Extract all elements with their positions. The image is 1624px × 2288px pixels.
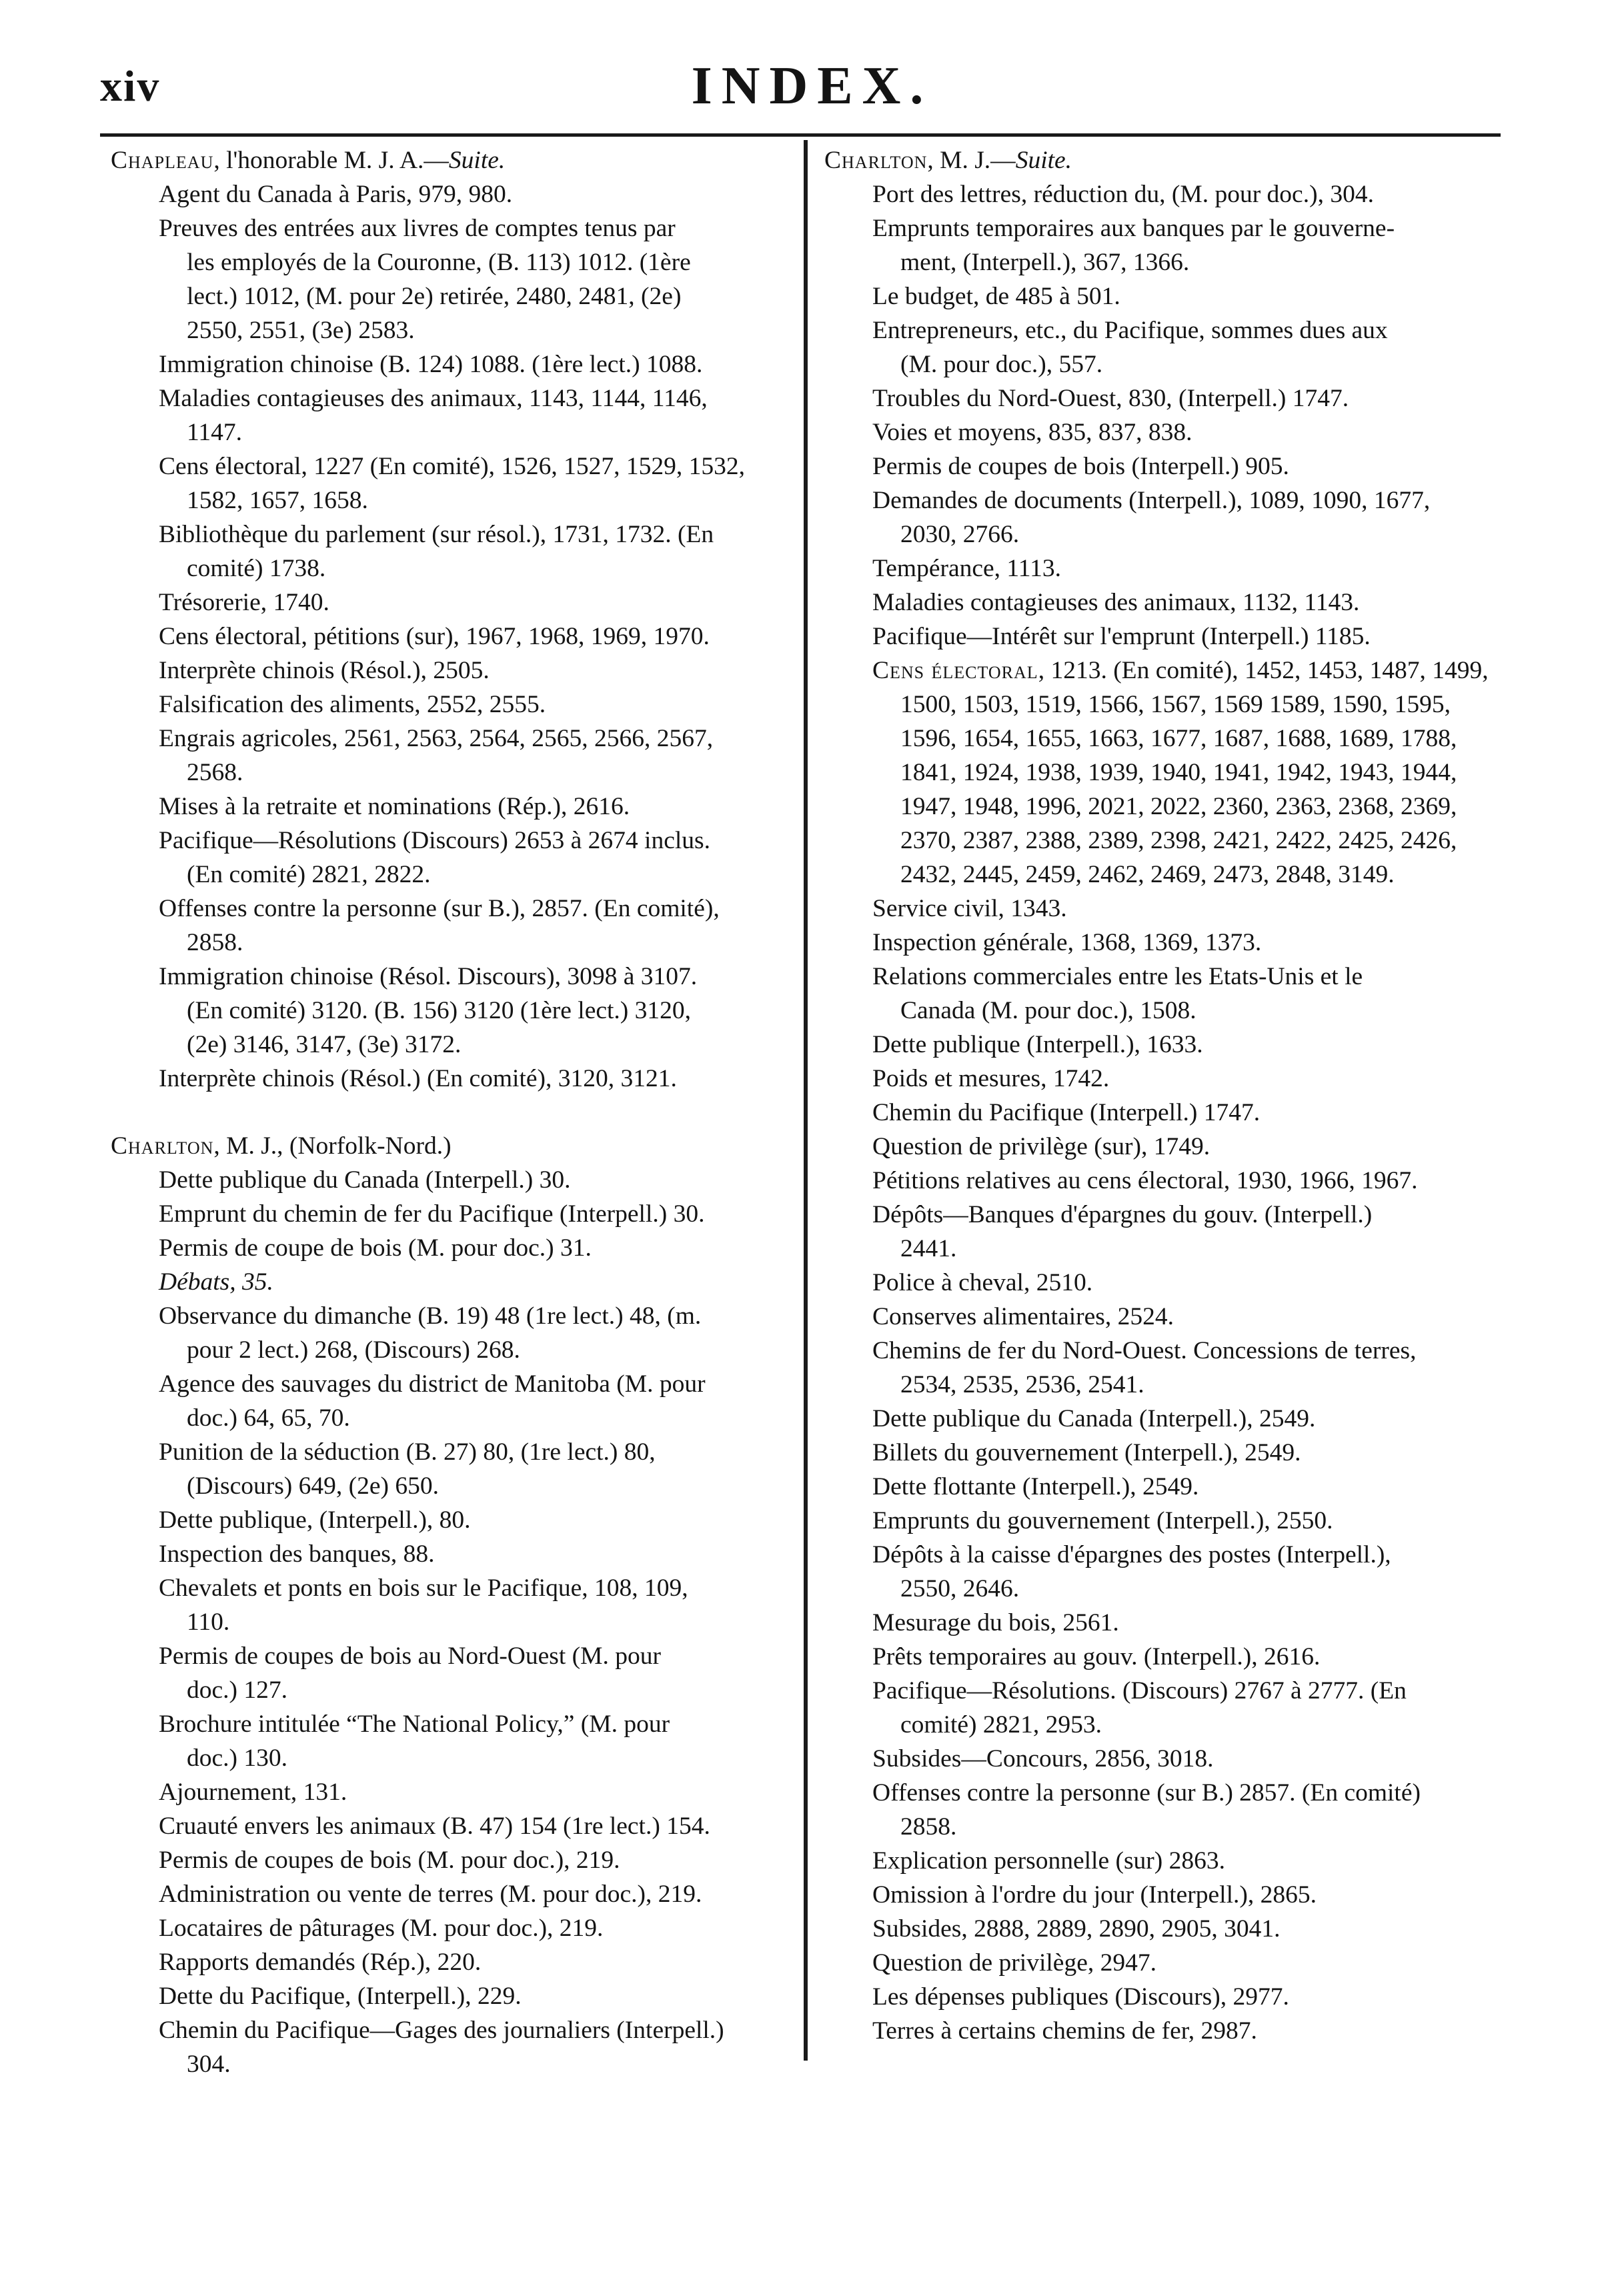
index-entry: Service civil, 1343.	[872, 895, 1067, 922]
index-entry-continuation: 2432, 2445, 2459, 2462, 2469, 2473, 2848, 3149.	[900, 861, 1395, 888]
page-title: INDEX.	[691, 57, 933, 115]
index-entry: Dépôts à la caisse d'épargnes des postes (Interpell.),	[872, 1541, 1391, 1568]
index-entry: Chevalets et ponts en bois sur le Pacifique, 108, 109,	[159, 1574, 688, 1602]
index-entry: Omission à l'ordre du jour (Interpell.), 2865.	[872, 1881, 1317, 1909]
index-entry: Pacifique—Intérêt sur l'emprunt (Interpell.) 1185.	[872, 623, 1371, 650]
index-entry-continuation: 2568.	[187, 759, 243, 786]
index-entry: Interprète chinois (Résol.) (En comité), 3120, 3121.	[159, 1065, 677, 1092]
index-heading	[105, 143, 799, 177]
index-entry: Punition de la séduction (B. 27) 80, (1re lect.) 80,	[159, 1438, 656, 1466]
index-entry: Terres à certains chemins de fer, 2987.	[872, 2017, 1257, 2045]
index-entry: Dépôts—Banques d'épargnes du gouv. (Interpell.)	[872, 1201, 1373, 1228]
index-entry: Cens électoral, 1227 (En comité), 1526, 1527, 1529, 1532,	[159, 453, 745, 480]
page-header	[0, 0, 1624, 153]
index-entry-continuation: 1500, 1503, 1519, 1566, 1567, 1569 1589, 1590, 1595,	[900, 691, 1451, 718]
index-entry: Dette publique (Interpell.), 1633.	[872, 1031, 1203, 1058]
index-entry: Relations commerciales entre les Etats-Unis et le	[872, 963, 1363, 990]
entry-subject: Cens électoral	[872, 657, 1038, 684]
index-entry: Observance du dimanche (B. 19) 48 (1re lect.) 48, (m.	[159, 1302, 702, 1330]
index-entry: Offenses contre la personne (sur B.) 2857. (En comité)	[872, 1779, 1421, 1807]
index-entry: Permis de coupes de bois (Interpell.) 905.	[872, 453, 1289, 480]
index-entry-continuation: 2858.	[187, 929, 243, 956]
heading-detail: , l'honorable M. J. A.—	[213, 147, 449, 174]
index-entry-continuation: ment, (Interpell.), 367, 1366.	[900, 249, 1190, 276]
index-entry: Permis de coupes de bois (M. pour doc.), 219.	[159, 1847, 620, 1874]
index-entry: Troubles du Nord-Ouest, 830, (Interpell.) 1747.	[872, 385, 1349, 412]
heading-detail: , M. J., (Norfolk-Nord.)	[213, 1132, 452, 1160]
index-entry: Le budget, de 485 à 501.	[872, 283, 1120, 310]
index-column-right	[819, 143, 1513, 2048]
index-entry	[819, 654, 1513, 688]
index-entry-continuation: (Discours) 649, (2e) 650.	[187, 1472, 440, 1500]
index-entry: Les dépenses publiques (Discours), 2977.	[872, 1983, 1289, 2011]
index-entry: Débats, 35.	[159, 1268, 273, 1296]
index-entry: Demandes de documents (Interpell.), 1089, 1090, 1677,	[872, 487, 1431, 514]
index-entry-continuation: 1947, 1948, 1996, 2021, 2022, 2360, 2363, 2368, 2369,	[900, 793, 1457, 820]
index-entry: Mises à la retraite et nominations (Rép.), 2616.	[159, 793, 630, 820]
header-rule	[100, 133, 1501, 137]
index-entry-continuation: 110.	[187, 1608, 230, 1636]
index-entry-continuation: 2550, 2646.	[900, 1575, 1020, 1602]
index-entry-continuation: pour 2 lect.) 268, (Discours) 268.	[187, 1336, 520, 1364]
heading-detail: , M. J.—	[927, 147, 1016, 174]
index-entry: Pacifique—Résolutions (Discours) 2653 à 2674 inclus.	[159, 827, 710, 854]
heading-name: Chapleau	[111, 147, 214, 174]
index-entry: Dette publique du Canada (Interpell.), 2549.	[872, 1405, 1316, 1432]
index-entry: Prêts temporaires au gouv. (Interpell.), 2616.	[872, 1643, 1321, 1670]
index-heading	[105, 1129, 799, 1163]
index-entry: Entrepreneurs, etc., du Pacifique, sommes dues aux	[872, 317, 1388, 344]
entry-pages: , 1213. (En comité), 1452, 1453, 1487, 1499,	[1038, 657, 1489, 684]
index-entry-continuation: (2e) 3146, 3147, (3e) 3172.	[187, 1031, 462, 1058]
index-column-left	[105, 143, 799, 2081]
index-entry-continuation: 304.	[187, 2051, 231, 2078]
index-entry: Engrais agricoles, 2561, 2563, 2564, 2565, 2566, 2567,	[159, 725, 714, 752]
index-entry-continuation: doc.) 130.	[187, 1745, 288, 1772]
index-entry: Preuves des entrées aux livres de comptes tenus par	[159, 215, 676, 242]
index-entry: Mesurage du bois, 2561.	[872, 1609, 1119, 1636]
index-entry: Cens électoral, pétitions (sur), 1967, 1968, 1969, 1970.	[159, 623, 710, 650]
index-entry: Trésorerie, 1740.	[159, 589, 329, 616]
index-entry: Chemin du Pacifique (Interpell.) 1747.	[872, 1099, 1261, 1126]
index-entry: Cruauté envers les animaux (B. 47) 154 (1re lect.) 154.	[159, 1813, 710, 1840]
index-entry: Emprunt du chemin de fer du Pacifique (Interpell.) 30.	[159, 1200, 705, 1228]
index-entry-continuation: 2370, 2387, 2388, 2389, 2398, 2421, 2422, 2425, 2426,	[900, 827, 1457, 854]
index-entry-continuation: 2550, 2551, (3e) 2583.	[187, 317, 415, 344]
index-entry: Agence des sauvages du district de Manitoba (M. pour	[159, 1370, 706, 1398]
heading-suffix: Suite.	[1015, 147, 1072, 174]
page-number: xiv	[100, 62, 161, 111]
index-entry: Question de privilège (sur), 1749.	[872, 1133, 1210, 1160]
index-entry: Maladies contagieuses des animaux, 1143, 1144, 1146,	[159, 385, 708, 412]
index-entry-continuation: lect.) 1012, (M. pour 2e) retirée, 2480, 2481, (2e)	[187, 283, 682, 310]
index-entry-continuation: (M. pour doc.), 557.	[900, 351, 1103, 378]
index-entry: Port des lettres, réduction du, (M. pour doc.), 304.	[872, 181, 1374, 208]
index-entry: Dette du Pacifique, (Interpell.), 229.	[159, 1983, 522, 2010]
index-entry-continuation: (En comité) 3120. (B. 156) 3120 (1ère lect.) 3120,	[187, 997, 692, 1024]
index-entry: Inspection des banques, 88.	[159, 1540, 435, 1568]
heading-name: Charlton	[111, 1132, 214, 1160]
index-entry-continuation: doc.) 64, 65, 70.	[187, 1404, 350, 1432]
index-entry-continuation: comité) 1738.	[187, 555, 326, 582]
index-entry-continuation: 1147.	[187, 419, 242, 446]
index-entry: Police à cheval, 2510.	[872, 1269, 1093, 1296]
index-entry-continuation: (En comité) 2821, 2822.	[187, 861, 431, 888]
index-entry: Immigration chinoise (Résol. Discours), 3098 à 3107.	[159, 963, 698, 990]
index-entry: Dette flottante (Interpell.), 2549.	[872, 1473, 1199, 1500]
index-entry: Subsides—Concours, 2856, 3018.	[872, 1745, 1214, 1773]
column-divider	[804, 140, 808, 2061]
index-entry: Dette publique, (Interpell.), 80.	[159, 1506, 471, 1534]
index-entry: Administration ou vente de terres (M. pour doc.), 219.	[159, 1881, 702, 1908]
index-entry: Bibliothèque du parlement (sur résol.), 1731, 1732. (En	[159, 521, 714, 548]
index-entry-continuation: 2030, 2766.	[900, 521, 1020, 548]
index-entry: Permis de coupe de bois (M. pour doc.) 31.	[159, 1234, 592, 1262]
index-entry: Poids et mesures, 1742.	[872, 1065, 1110, 1092]
index-entry: Dette publique du Canada (Interpell.) 30.	[159, 1166, 571, 1194]
index-entry: Brochure intitulée “The National Policy,” (M. pour	[159, 1710, 670, 1738]
index-entry: Rapports demandés (Rép.), 220.	[159, 1949, 482, 1976]
index-entry: Offenses contre la personne (sur B.), 2857. (En comité),	[159, 895, 720, 922]
index-entry: Tempérance, 1113.	[872, 555, 1062, 582]
index-entry: Permis de coupes de bois au Nord-Ouest (M. pour	[159, 1642, 661, 1670]
index-entry-continuation: 1596, 1654, 1655, 1663, 1677, 1687, 1688, 1689, 1788,	[900, 725, 1457, 752]
index-entry: Emprunts temporaires aux banques par le gouverne-	[872, 215, 1395, 242]
index-entry: Conserves alimentaires, 2524.	[872, 1303, 1174, 1330]
index-entry-continuation: 2534, 2535, 2536, 2541.	[900, 1371, 1144, 1398]
index-entry-continuation: doc.) 127.	[187, 1676, 288, 1704]
index-heading	[819, 143, 1513, 177]
index-entry: Immigration chinoise (B. 124) 1088. (1ère lect.) 1088.	[159, 351, 703, 378]
index-entry-continuation: 2858.	[900, 1813, 957, 1841]
index-entry-continuation: les employés de la Couronne, (B. 113) 1012. (1ère	[187, 249, 691, 276]
index-entry-continuation: Canada (M. pour doc.), 1508.	[900, 997, 1196, 1024]
index-entry: Agent du Canada à Paris, 979, 980.	[159, 181, 513, 208]
index-entry: Chemin du Pacifique—Gages des journaliers (Interpell.)	[159, 2017, 724, 2044]
index-entry-continuation: 1841, 1924, 1938, 1939, 1940, 1941, 1942, 1943, 1944,	[900, 759, 1457, 786]
index-entry: Falsification des aliments, 2552, 2555.	[159, 691, 546, 718]
heading-name: Charlton	[824, 147, 928, 174]
index-entry: Voies et moyens, 835, 837, 838.	[872, 419, 1192, 446]
section-gap	[105, 1096, 799, 1129]
index-entry: Explication personnelle (sur) 2863.	[872, 1847, 1226, 1875]
index-entry: Chemins de fer du Nord-Ouest. Concessions de terres,	[872, 1337, 1417, 1364]
index-entry: Subsides, 2888, 2889, 2890, 2905, 3041.	[872, 1915, 1281, 1943]
index-entry: Locataires de pâturages (M. pour doc.), 219.	[159, 1915, 604, 1942]
index-entry: Maladies contagieuses des animaux, 1132, 1143.	[872, 589, 1360, 616]
heading-suffix: Suite.	[448, 147, 506, 174]
index-entry: Billets du gouvernement (Interpell.), 2549.	[872, 1439, 1301, 1466]
index-entry-continuation: comité) 2821, 2953.	[900, 1711, 1102, 1739]
index-entry: Pacifique—Résolutions. (Discours) 2767 à 2777. (En	[872, 1677, 1407, 1704]
index-entry: Interprète chinois (Résol.), 2505.	[159, 657, 490, 684]
index-entry: Pétitions relatives au cens électoral, 1930, 1966, 1967.	[872, 1167, 1418, 1194]
index-entry: Inspection générale, 1368, 1369, 1373.	[872, 929, 1262, 956]
index-entry-continuation: 1582, 1657, 1658.	[187, 487, 368, 514]
index-entry: Emprunts du gouvernement (Interpell.), 2550.	[872, 1507, 1333, 1534]
index-entry: Ajournement, 131.	[159, 1779, 347, 1806]
index-entry: Question de privilège, 2947.	[872, 1949, 1156, 1977]
index-entry-continuation: 2441.	[900, 1235, 957, 1262]
